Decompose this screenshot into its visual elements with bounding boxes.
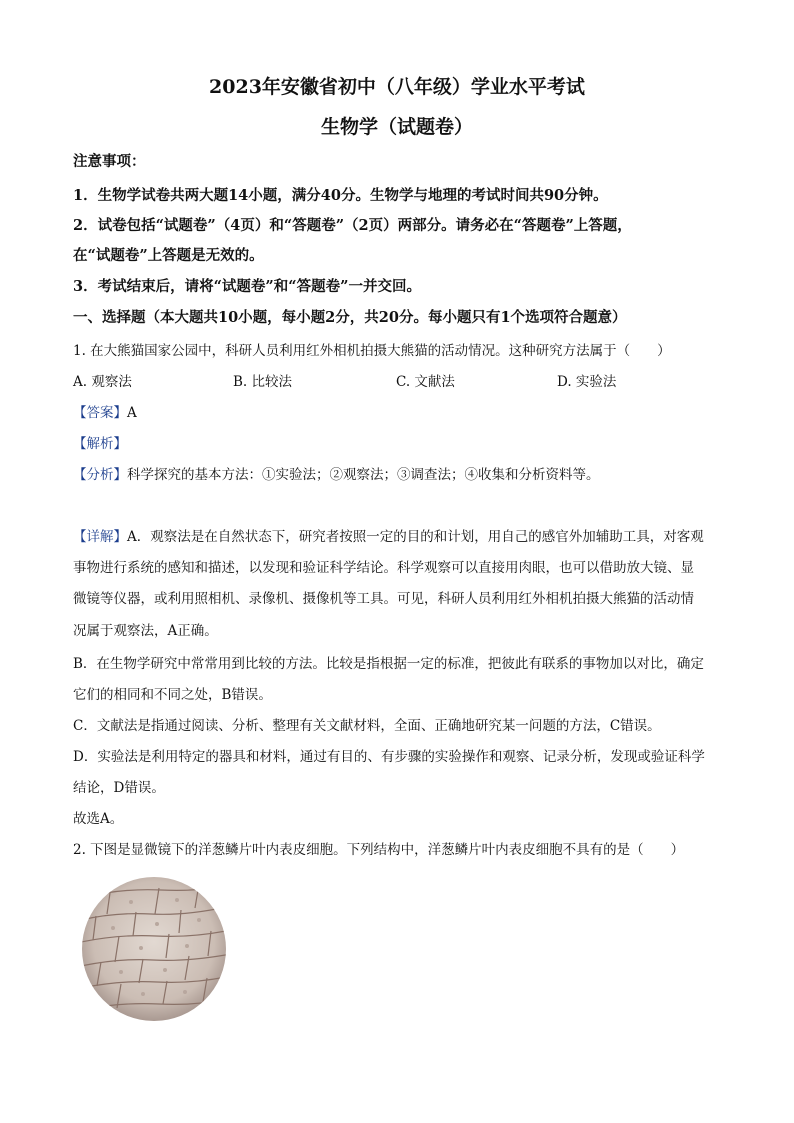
xiangjie-line-4: 况属于观察法，A正确。 xyxy=(73,623,218,639)
question-1-option-a: A. 观察法 xyxy=(73,374,132,390)
notes-item-2: 2．试卷包括“试题卷”（4页）和“答题卷”（2页）两部分。请务必在“答题卷”上答题， xyxy=(73,217,632,234)
analysis-tag: 【解析】 xyxy=(73,436,127,452)
conclusion-line: 故选A。 xyxy=(73,811,124,827)
fenxi-text: 科学探究的基本方法：①实验法；②观察法；③调查法；④收集和分析资料等。 xyxy=(127,467,600,483)
fenxi-tag: 【分析】 xyxy=(73,467,127,483)
xiangjie-tag: 【详解】 xyxy=(73,529,127,545)
notes-heading: 注意事项： xyxy=(73,153,146,170)
xiangjie-text: A．观察法是在自然状态下，研究者按照一定的目的和计划，用自己的感官外加辅助工具，对客观 xyxy=(127,529,704,545)
xiangjie-line-5: B．在生物学研究中常常用到比较的方法。比较是指根据一定的标准，把彼此有联系的事物加以对比，确定 xyxy=(73,656,704,672)
xiangjie-line-7: C．文献法是指通过阅读、分析、整理有关文献材料，全面、正确地研究某一问题的方法，C错误。 xyxy=(73,718,661,734)
answer-value: A xyxy=(127,405,137,421)
xiangjie-line-8: D．实验法是利用特定的器具和材料，通过有目的、有步骤的实验操作和观察、记录分析，发现或验证科学 xyxy=(73,749,705,765)
notes-item-3: 3．考试结束后，请将“试题卷”和“答题卷”一并交回。 xyxy=(73,278,421,295)
notes-item-1: 1．生物学试卷共两大题14小题，满分40分。生物学与地理的考试时间共90分钟。 xyxy=(73,187,608,204)
xiangjie-line-6: 它们的相同和不同之处，B错误。 xyxy=(73,687,272,703)
xiangjie-line-1 xyxy=(73,525,704,545)
question-1-option-c: C. 文献法 xyxy=(396,374,455,390)
xiangjie-line-9: 结论，D错误。 xyxy=(73,780,165,796)
answer-line xyxy=(73,401,137,421)
question-1-stem: 1. 在大熊猫国家公园中，科研人员利用红外相机拍摄大熊猫的活动情况。这种研究方法属于（ ） xyxy=(73,343,671,359)
question-2-stem: 2. 下图是显微镜下的洋葱鳞片叶内表皮细胞。下列结构中，洋葱鳞片叶内表皮细胞不具有的是（ ） xyxy=(73,842,685,858)
answer-tag: 【答案】 xyxy=(73,405,127,421)
onion-epidermis-micrograph xyxy=(81,876,227,1022)
fenxi-line xyxy=(73,463,600,483)
question-1-option-d: D. 实验法 xyxy=(557,374,617,390)
xiangjie-line-3: 微镜等仪器，或利用照相机、录像机、摄像机等工具。可见，科研人员利用红外相机拍摄大熊猫的活动情 xyxy=(73,591,694,607)
notes-item-2-cont: 在“试题卷”上答题是无效的。 xyxy=(73,247,264,264)
exam-subtitle: 生物学（试题卷） xyxy=(320,116,473,138)
section-heading: 一、选择题（本大题共10小题，每小题2分，共20分。每小题只有1个选项符合题意） xyxy=(73,309,627,326)
xiangjie-line-2: 事物进行系统的感知和描述，以发现和验证科学结论。科学观察可以直接用肉眼，也可以借助放大镜、显 xyxy=(73,560,694,576)
exam-title: 2023年安徽省初中（八年级）学业水平考试 xyxy=(209,76,585,98)
question-1-option-b: B. 比较法 xyxy=(233,374,293,390)
